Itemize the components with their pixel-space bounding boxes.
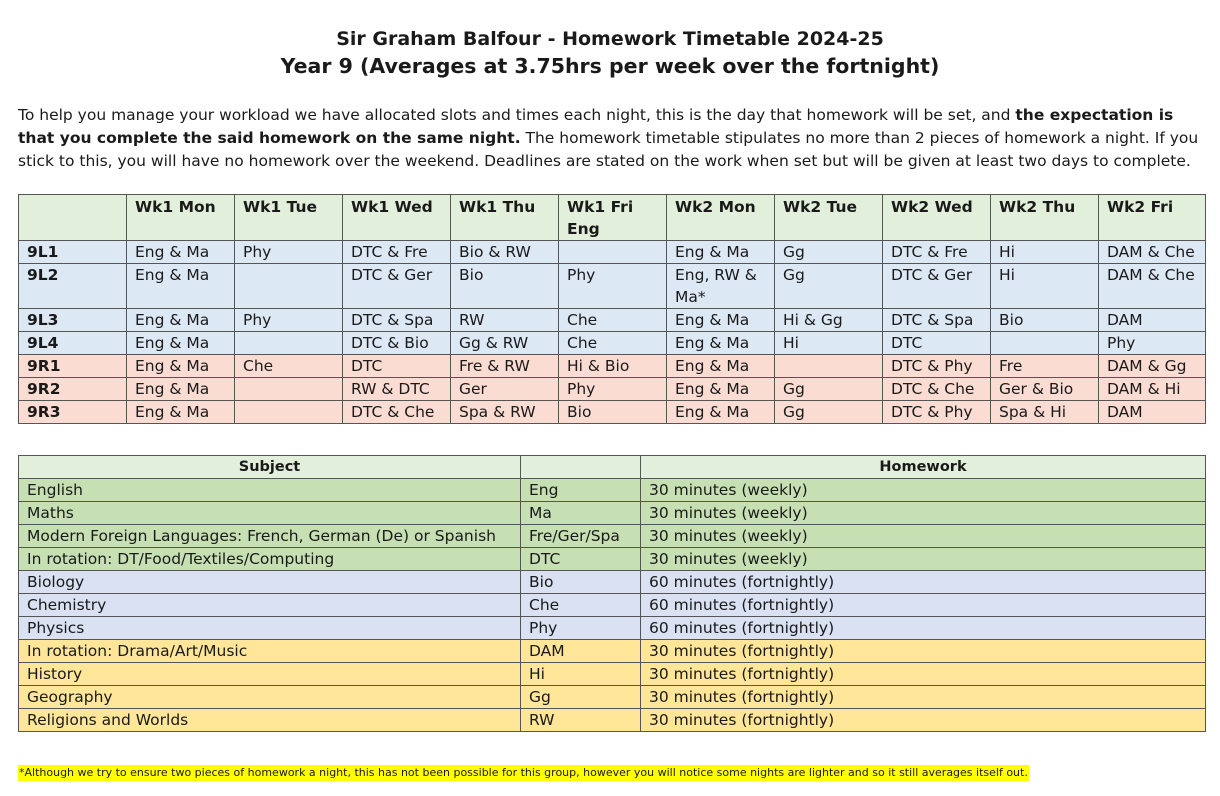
timetable-cell: DAM & Che: [1099, 264, 1206, 309]
homework-duration: 30 minutes (weekly): [641, 479, 1206, 502]
timetable-header-cell: Wk1 Fri Eng: [559, 195, 667, 241]
subject-row: [19, 594, 1206, 617]
subject-code: Che: [521, 594, 641, 617]
timetable-cell: Che: [235, 355, 343, 378]
subject-header-row: [19, 456, 1206, 479]
timetable-cell: Eng & Ma: [667, 241, 775, 264]
page-subtitle: Year 9 (Averages at 3.75hrs per week over the fortnight): [280, 54, 940, 78]
group-label: 9L2: [19, 264, 127, 309]
timetable-row: [19, 309, 1206, 332]
timetable-cell: Eng & Ma: [667, 378, 775, 401]
subject-name: Modern Foreign Languages: French, German (De) or Spanish: [19, 525, 521, 548]
timetable-cell: [235, 401, 343, 424]
timetable-cell: RW & DTC: [343, 378, 451, 401]
timetable-cell: DTC & Phy: [883, 401, 991, 424]
subject-name: Physics: [19, 617, 521, 640]
timetable-cell: Eng & Ma: [127, 264, 235, 309]
group-label: 9L4: [19, 332, 127, 355]
timetable-header-cell: Wk1 Mon: [127, 195, 235, 241]
subject-row: [19, 686, 1206, 709]
intro-text-emphasis: the expectation is that you complete the said homework on the same night.: [18, 106, 1174, 147]
timetable-cell: Hi & Bio: [559, 355, 667, 378]
homework-duration: 30 minutes (fortnightly): [641, 663, 1206, 686]
timetable-cell: Bio & RW: [451, 241, 559, 264]
timetable-cell: Fre: [991, 355, 1099, 378]
timetable-header-row: [19, 195, 1206, 241]
timetable-cell: DTC: [883, 332, 991, 355]
timetable-cell: [235, 378, 343, 401]
timetable-cell: Eng & Ma: [127, 309, 235, 332]
timetable-cell: RW: [451, 309, 559, 332]
group-label: 9R1: [19, 355, 127, 378]
homework-timetable: [18, 194, 1206, 424]
timetable-cell: Gg: [775, 378, 883, 401]
timetable-header-cell: Wk1 Wed: [343, 195, 451, 241]
timetable-cell: DAM & Hi: [1099, 378, 1206, 401]
timetable-cell: DAM & Che: [1099, 241, 1206, 264]
group-label: 9L3: [19, 309, 127, 332]
subject-row: [19, 709, 1206, 732]
subject-row: [19, 640, 1206, 663]
subject-name: Religions and Worlds: [19, 709, 521, 732]
timetable-cell: DTC & Ger: [343, 264, 451, 309]
subject-row: [19, 617, 1206, 640]
timetable-row: [19, 332, 1206, 355]
subject-key-table: [18, 455, 1206, 732]
timetable-cell: Eng & Ma: [667, 332, 775, 355]
page-title: Sir Graham Balfour - Homework Timetable 2024-25: [336, 28, 884, 50]
homework-duration: 30 minutes (fortnightly): [641, 709, 1206, 732]
subject-name: Biology: [19, 571, 521, 594]
subject-code: Fre/Ger/Spa: [521, 525, 641, 548]
subject-code: DAM: [521, 640, 641, 663]
timetable-cell: Che: [559, 332, 667, 355]
timetable-cell: Hi: [775, 332, 883, 355]
timetable-row: [19, 378, 1206, 401]
timetable-cell: [559, 241, 667, 264]
timetable-cell: DAM & Gg: [1099, 355, 1206, 378]
timetable-cell: Gg: [775, 241, 883, 264]
subject-column-header: Subject: [19, 456, 521, 479]
group-label: 9R3: [19, 401, 127, 424]
timetable-header-cell: Wk2 Wed: [883, 195, 991, 241]
timetable-cell: DTC & Fre: [343, 241, 451, 264]
timetable-cell: Spa & RW: [451, 401, 559, 424]
homework-duration: 60 minutes (fortnightly): [641, 594, 1206, 617]
timetable-body: [19, 241, 1206, 424]
timetable-cell: DTC & Ger: [883, 264, 991, 309]
subject-code: Ma: [521, 502, 641, 525]
timetable-cell: Hi: [991, 264, 1099, 309]
subject-row: [19, 525, 1206, 548]
timetable-cell: Eng & Ma: [127, 355, 235, 378]
timetable-header-cell: Wk2 Thu: [991, 195, 1099, 241]
subject-row: [19, 502, 1206, 525]
subject-code: RW: [521, 709, 641, 732]
homework-duration: 30 minutes (weekly): [641, 502, 1206, 525]
timetable-cell: Phy: [559, 264, 667, 309]
timetable-cell: Gg: [775, 264, 883, 309]
timetable-cell: Eng & Ma: [127, 378, 235, 401]
homework-duration: 30 minutes (weekly): [641, 525, 1206, 548]
timetable-cell: Phy: [559, 378, 667, 401]
subject-code: Hi: [521, 663, 641, 686]
timetable-cell: DTC & Bio: [343, 332, 451, 355]
timetable-cell: Eng & Ma: [667, 355, 775, 378]
subject-name: Chemistry: [19, 594, 521, 617]
timetable-cell: DAM: [1099, 401, 1206, 424]
timetable-header-cell: [19, 195, 127, 241]
timetable-cell: Eng, RW & Ma*: [667, 264, 775, 309]
timetable-row: [19, 264, 1206, 309]
timetable-header-cell: Wk1 Thu: [451, 195, 559, 241]
intro-paragraph: [18, 104, 1208, 173]
timetable-cell: DTC: [343, 355, 451, 378]
timetable-cell: Eng & Ma: [127, 401, 235, 424]
subject-code: Eng: [521, 479, 641, 502]
homework-column-header: Homework: [641, 456, 1206, 479]
timetable-cell: [775, 355, 883, 378]
timetable-cell: Phy: [235, 309, 343, 332]
subject-row: [19, 548, 1206, 571]
timetable-header-cell: Wk2 Mon: [667, 195, 775, 241]
footnote: *Although we try to ensure two pieces of homework a night, this has not been possible for this group, however you will notice some nights are lighter and so it still averages itself out.: [19, 766, 1028, 779]
subject-name: English: [19, 479, 521, 502]
timetable-cell: Fre & RW: [451, 355, 559, 378]
timetable-row: [19, 401, 1206, 424]
timetable-cell: Bio: [559, 401, 667, 424]
group-label: 9R2: [19, 378, 127, 401]
timetable-cell: Hi & Gg: [775, 309, 883, 332]
timetable-cell: [235, 332, 343, 355]
timetable-cell: Ger: [451, 378, 559, 401]
timetable-header-cell: Wk2 Tue: [775, 195, 883, 241]
subject-code: Gg: [521, 686, 641, 709]
timetable-cell: DTC & Che: [883, 378, 991, 401]
homework-duration: 30 minutes (fortnightly): [641, 640, 1206, 663]
homework-duration: 60 minutes (fortnightly): [641, 571, 1206, 594]
subject-row: [19, 571, 1206, 594]
subject-code: Phy: [521, 617, 641, 640]
timetable-cell: Hi: [991, 241, 1099, 264]
timetable-row: [19, 241, 1206, 264]
timetable-cell: Eng & Ma: [127, 241, 235, 264]
timetable-cell: [235, 264, 343, 309]
timetable-header-cell: Wk1 Tue: [235, 195, 343, 241]
timetable-cell: Phy: [1099, 332, 1206, 355]
intro-text-end: The homework timetable stipulates no more than 2 pieces of homework a night. If you stick to this, you will have no homework over the weekend. Deadlines are stated on the work when set but will be given at least two days to complete.: [18, 129, 1199, 170]
intro-text-start: To help you manage your workload we have allocated slots and times each night, this is the day that homework will be set, and: [18, 106, 1016, 124]
timetable-cell: Spa & Hi: [991, 401, 1099, 424]
timetable-cell: DTC & Phy: [883, 355, 991, 378]
timetable-cell: Bio: [451, 264, 559, 309]
timetable-header-cell: Wk2 Fri: [1099, 195, 1206, 241]
timetable-cell: Gg: [775, 401, 883, 424]
timetable-cell: DTC & Che: [343, 401, 451, 424]
group-label: 9L1: [19, 241, 127, 264]
subject-name: In rotation: Drama/Art/Music: [19, 640, 521, 663]
timetable-cell: Che: [559, 309, 667, 332]
subject-name: In rotation: DT/Food/Textiles/Computing: [19, 548, 521, 571]
timetable-cell: [991, 332, 1099, 355]
subject-code: Bio: [521, 571, 641, 594]
code-column-header: [521, 456, 641, 479]
subject-row: [19, 663, 1206, 686]
subject-row: [19, 479, 1206, 502]
homework-duration: 60 minutes (fortnightly): [641, 617, 1206, 640]
timetable-cell: DTC & Spa: [343, 309, 451, 332]
subject-key-body: [19, 479, 1206, 732]
subject-code: DTC: [521, 548, 641, 571]
timetable-cell: DTC & Spa: [883, 309, 991, 332]
timetable-cell: Phy: [235, 241, 343, 264]
subject-name: History: [19, 663, 521, 686]
timetable-row: [19, 355, 1206, 378]
timetable-cell: Bio: [991, 309, 1099, 332]
timetable-cell: DAM: [1099, 309, 1206, 332]
timetable-cell: DTC & Fre: [883, 241, 991, 264]
homework-duration: 30 minutes (weekly): [641, 548, 1206, 571]
timetable-cell: Gg & RW: [451, 332, 559, 355]
subject-name: Maths: [19, 502, 521, 525]
timetable-cell: Eng & Ma: [667, 309, 775, 332]
subject-name: Geography: [19, 686, 521, 709]
homework-duration: 30 minutes (fortnightly): [641, 686, 1206, 709]
timetable-cell: Eng & Ma: [667, 401, 775, 424]
timetable-cell: Ger & Bio: [991, 378, 1099, 401]
timetable-cell: Eng & Ma: [127, 332, 235, 355]
